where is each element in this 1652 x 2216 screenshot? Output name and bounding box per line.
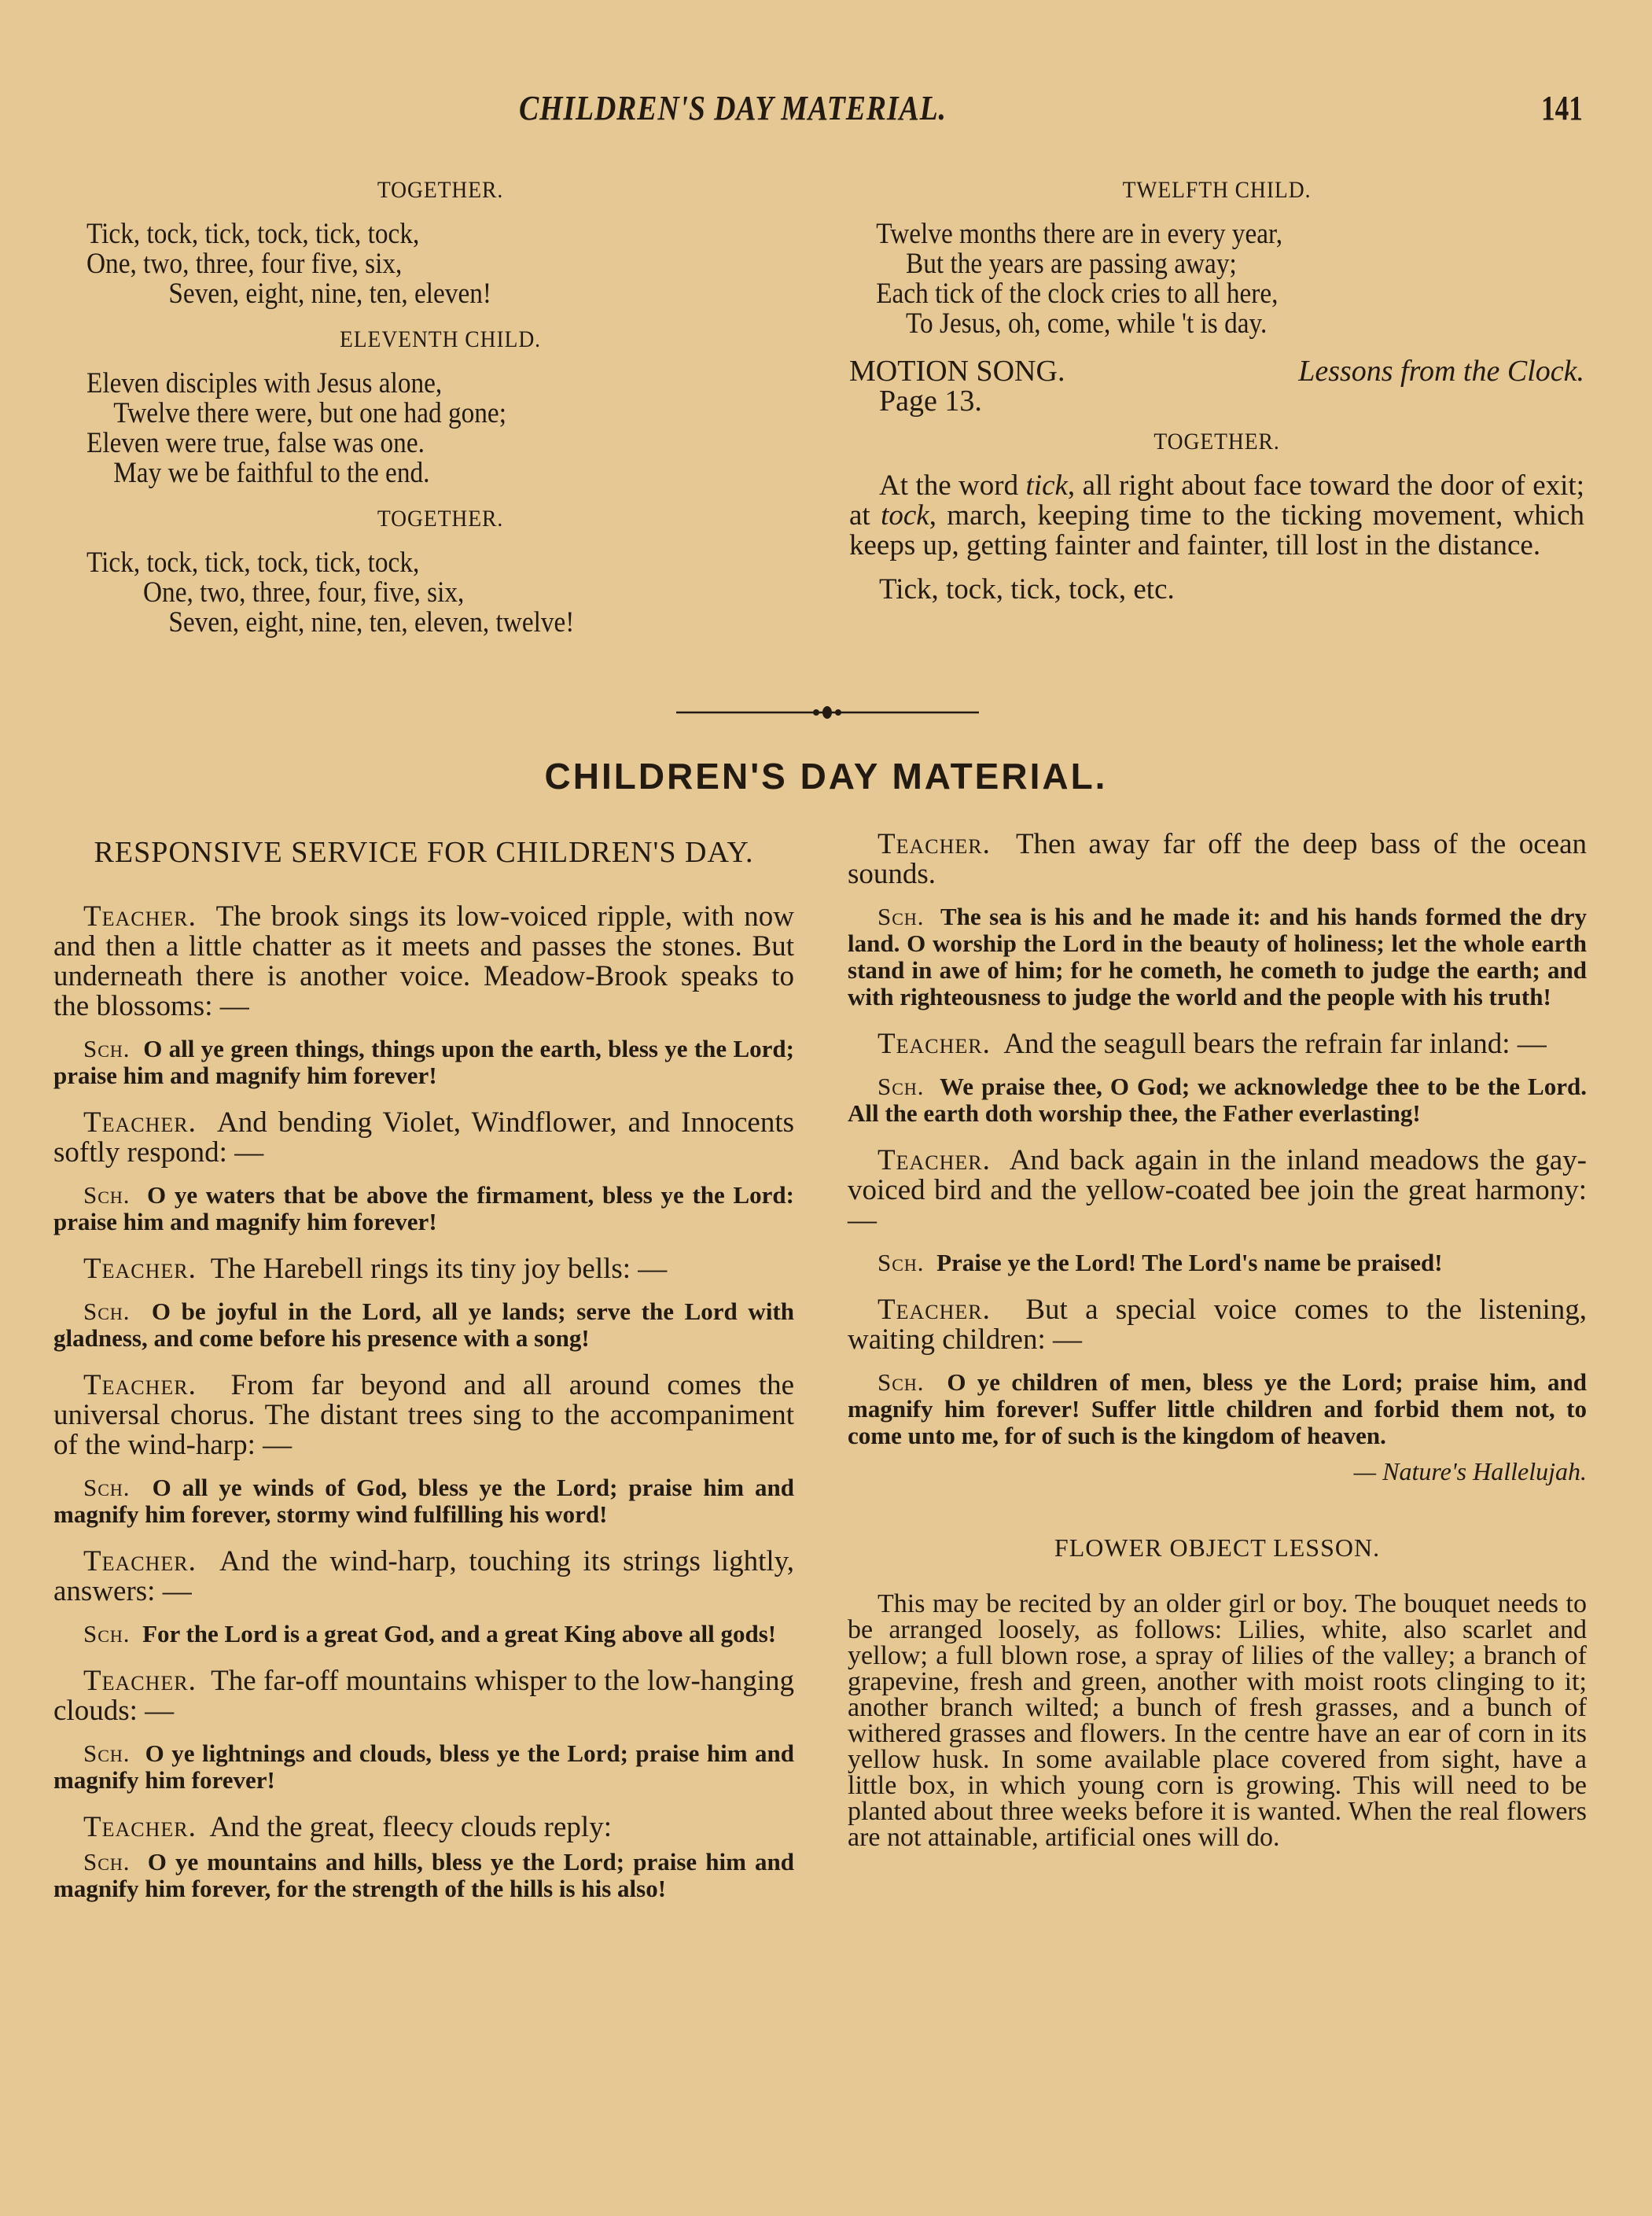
teacher-line: Teacher. And the great, fleecy clouds reply:: [83, 1811, 612, 1843]
teacher-line: Teacher. The far-off mountains whisper to the low-hanging clouds: —: [53, 1665, 794, 1727]
exchange: [53, 1254, 794, 1352]
school-response: Sch. For the Lord is a great God, and a great King above all gods!: [83, 1620, 777, 1647]
exchange: [848, 1146, 1587, 1276]
school-response: Sch. We praise thee, O God; we acknowledge thee to be the Lord. All the earth doth worship thee, the Father everlasting!: [848, 1073, 1587, 1127]
teacher-line: Teacher. From far beyond and all around comes the universal chorus. The distant trees sing to the accompaniment of the wind-harp: —: [53, 1369, 795, 1461]
exchange: [53, 1813, 794, 1902]
exchange: [53, 1547, 794, 1647]
verse-line: Tick, tock, tick, tock, tick, tock,: [86, 547, 420, 579]
verse-line: Seven, eight, nine, ten, eleven, twelve!: [168, 606, 575, 639]
top-right-column: [849, 177, 1584, 619]
exchange: [848, 830, 1587, 1010]
bottom-right-column: [848, 830, 1587, 1864]
motion-instructions: At the word tick, all right about face toward the door of exit; at tock, march, keeping time to the ticking movement, which keeps up, getting fainter and fainter, till lost in the distance.: [849, 469, 1584, 561]
exchange: [848, 1295, 1587, 1449]
together-stanza-2: [86, 506, 794, 638]
eleventh-child-stanza: [86, 326, 794, 488]
twelfth-child-stanza: [849, 177, 1584, 339]
closing-line: Tick, tock, tick, tock, etc.: [879, 573, 1175, 606]
teacher-line: Teacher. But a special voice comes to the listening, waiting children: —: [848, 1294, 1587, 1356]
section-heading: TOGETHER.: [377, 177, 504, 203]
school-response: Sch. O all ye green things, things upon the earth, bless ye the Lord; praise him and magnify him forever!: [53, 1035, 794, 1089]
exchange: [53, 1108, 794, 1235]
teacher-line: Teacher. The brook sings its low-voiced ripple, with now and then a little chatter as it meets and passes the stones. But underneath there is another voice. Meadow-Brook speaks to the blossoms: —: [53, 900, 794, 1022]
teacher-line: Teacher. And bending Violet, Windflower, and Innocents softly respond: —: [53, 1106, 794, 1169]
section-heading: TWELFTH CHILD.: [1122, 177, 1312, 203]
teacher-line: Teacher. The Harebell rings its tiny joy bells: —: [83, 1253, 668, 1285]
school-response: Sch. O ye lightnings and clouds, bless ye the Lord; praise him and magnify him forever!: [53, 1739, 795, 1794]
verse-line: To Jesus, oh, come, while 't is day.: [906, 307, 1268, 340]
school-response: Sch. O all ye winds of God, bless ye the Lord; praise him and magnify him forever, stormy wind fulfilling his word!: [53, 1474, 794, 1528]
school-response: Sch. Praise ye the Lord! The Lord's name be praised!: [878, 1249, 1443, 1276]
motion-song-title: Lessons from the Clock.: [1298, 355, 1584, 388]
main-title: CHILDREN'S DAY MATERIAL.: [544, 756, 1108, 797]
school-response: Sch. The sea is his and he made it: and his hands formed the dry land. O worship the Lord in the beauty of holiness; let the whole earth stand in awe of him; for he cometh, he cometh to judge the earth; and with righteousness to judge the world and the people with his truth!: [848, 903, 1587, 1010]
bottom-left-column: [53, 830, 794, 1921]
school-response: Sch. O ye waters that be above the firmament, bless ye the Lord: praise him and magnify him forever!: [53, 1181, 794, 1235]
school-response: Sch. O ye children of men, bless ye the Lord; praise him, and magnify him forever! Suffer little children and forbid them not, to come unto me, for of such is the kingdom of heaven.: [848, 1368, 1587, 1449]
top-left-column: [86, 177, 794, 655]
exchange: [53, 1666, 794, 1794]
exchange: [848, 1029, 1587, 1127]
section-heading: ELEVENTH CHILD.: [339, 326, 542, 352]
school-response: Sch. O be joyful in the Lord, all ye lands; serve the Lord with gladness, and come before his presence with a song!: [53, 1298, 794, 1352]
verse-line: Eleven were true, false was one.: [86, 427, 425, 459]
responsive-service-title: RESPONSIVE SERVICE FOR CHILDREN'S DAY.: [94, 836, 754, 869]
verse-line: But the years are passing away;: [906, 248, 1237, 280]
verse-line: May we be faithful to the end.: [113, 457, 430, 489]
motion-song-page-ref: Page 13.: [879, 385, 982, 418]
flower-lesson-body: This may be recited by an older girl or boy. The bouquet needs to be arranged loosely, as follows: Lilies, white, also scarlet and yellow; a full blown rose, a spray of lilies of the valley; a branch of grapevine, fresh and green, another with moist roots clinging to it; another branch wilted; a bunch of fresh grasses, and a bunch of withered grasses and flowers. In the centre have an ear of corn in its yellow husk. In some available place covered from sight, have a little box, in which young corn is growing. This will need to be planted about three weeks before it is wanted. When the real flowers are not attainable, artificial ones will do.: [848, 1589, 1587, 1852]
exchange: [53, 1371, 794, 1528]
verse-line: Eleven disciples with Jesus alone,: [86, 367, 443, 399]
school-response: Sch. O ye mountains and hills, bless ye the Lord; praise him and magnify him forever, for the strength of the hills is his also!: [53, 1848, 794, 1902]
page-number: 141: [1541, 89, 1583, 127]
section-heading: TOGETHER.: [377, 506, 504, 532]
attribution: — Nature's Hallelujah.: [1353, 1457, 1587, 1485]
teacher-line: Teacher. Then away far off the deep bass of the ocean sounds.: [848, 828, 1588, 890]
motion-song-label: MOTION SONG.: [849, 355, 1065, 388]
flower-lesson-title: FLOWER OBJECT LESSON.: [1054, 1533, 1381, 1562]
ornamental-rule-icon: [676, 705, 979, 720]
verse-line: One, two, three, four, five, six,: [143, 576, 465, 609]
motion-song: [849, 356, 1584, 416]
section-heading: TOGETHER.: [1153, 429, 1280, 455]
verse-line: Each tick of the clock cries to all here,: [876, 278, 1279, 310]
verse-line: Tick, tock, tick, tock, tick, tock,: [86, 218, 420, 250]
verse-line: Seven, eight, nine, ten, eleven!: [168, 278, 491, 310]
running-header-title: CHILDREN'S DAY MATERIAL.: [519, 89, 947, 127]
together-stanza-1: [86, 177, 794, 309]
teacher-line: Teacher. And back again in the inland meadows the gay-voiced bird and the yellow-coated bee join the great harmony: —: [848, 1144, 1587, 1236]
verse-line: Twelve months there are in every year,: [876, 218, 1283, 250]
teacher-line: Teacher. And the seagull bears the refrain far inland: —: [878, 1028, 1547, 1060]
verse-line: One, two, three, four five, six,: [86, 248, 403, 280]
exchange: [53, 902, 794, 1089]
verse-line: Twelve there were, but one had gone;: [113, 397, 506, 429]
teacher-line: Teacher. And the wind-harp, touching its strings lightly, answers: —: [53, 1545, 794, 1607]
